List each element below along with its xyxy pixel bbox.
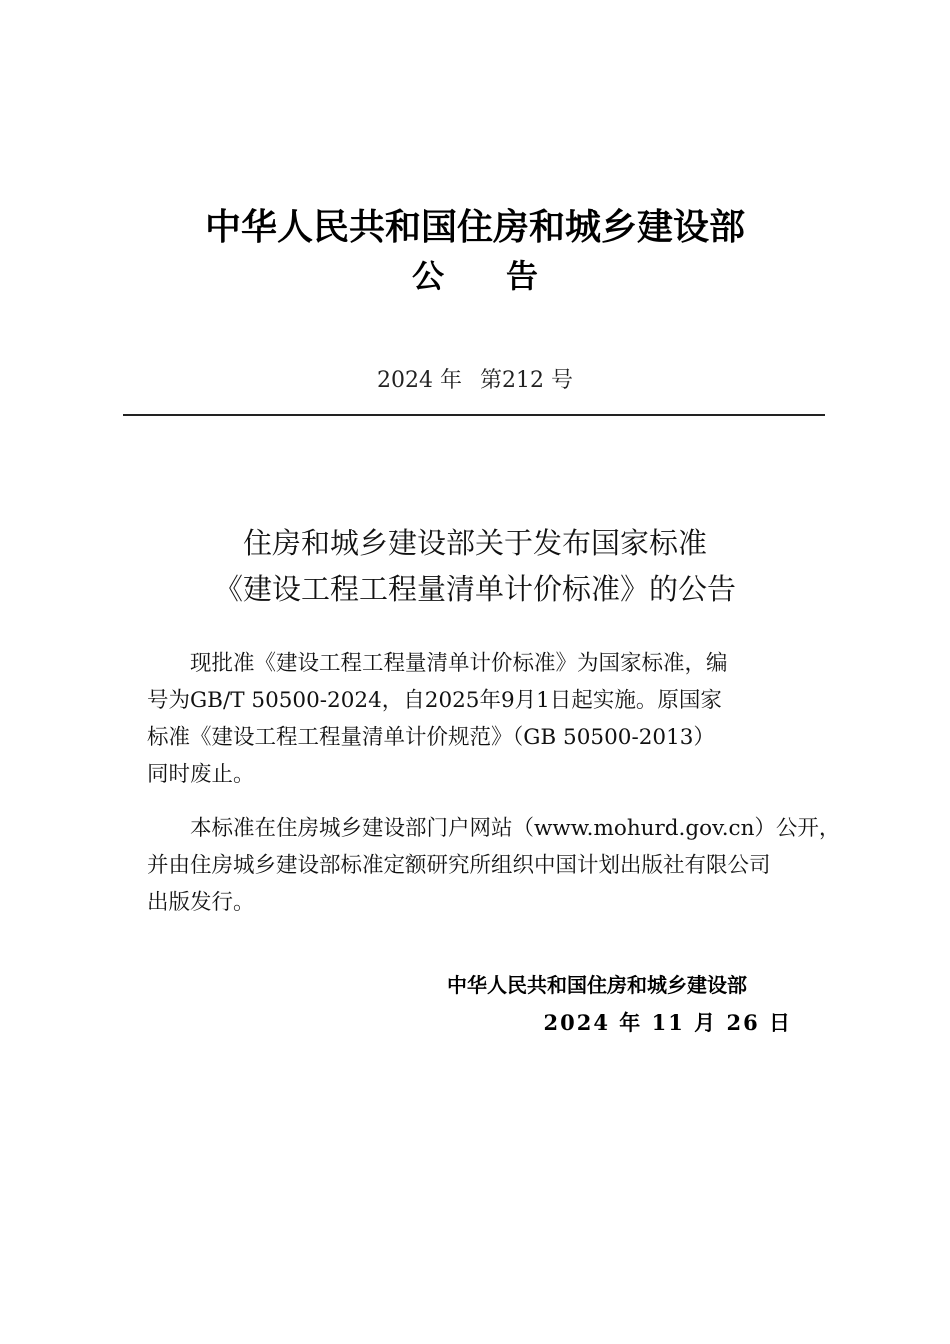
notice-subject (0, 520, 950, 612)
paragraph-line: 现批准《建设工程工程量清单计价标准》为国家标准，编 (190, 651, 728, 676)
notice-title-word-2: 告 (506, 257, 539, 295)
notice-title (0, 254, 950, 298)
notice-title-word-1: 公 (411, 257, 444, 295)
notice-subject-line-2: 《建设工程工程量清单计价标准》的公告 (213, 572, 736, 606)
paragraph-line: 标准《建设工程工程量清单计价规范》（GB 50500-2013） (147, 725, 715, 750)
paragraph-line: 本标准在住房城乡建设部门户网站（www.mohurd.gov.cn）公开， (190, 816, 841, 841)
paragraph-line: 号为GB/T 50500-2024，自2025年9月1日起实施。原国家 (147, 688, 722, 713)
notice-subject-line-1: 住房和城乡建设部关于发布国家标准 (242, 526, 707, 560)
document-number (0, 366, 950, 396)
signature-date: 2024 年 11 月 26 日 (543, 1010, 792, 1035)
paragraph-line: 出版发行。 (147, 890, 255, 915)
body-paragraph-2 (147, 810, 841, 921)
paragraph-line: 并由住房城乡建设部标准定额研究所组织中国计划出版社有限公司 (147, 853, 771, 878)
body-paragraph-1 (147, 645, 823, 793)
document-serial: 第212 号 (479, 368, 573, 393)
issuer-heading: 中华人民共和国住房和城乡建设部 (204, 207, 745, 248)
header-divider (123, 414, 825, 416)
paragraph-line: 同时废止。 (147, 762, 255, 787)
document-year: 2024 年 (377, 368, 462, 393)
signature-organization: 中华人民共和国住房和城乡建设部 (447, 973, 747, 997)
